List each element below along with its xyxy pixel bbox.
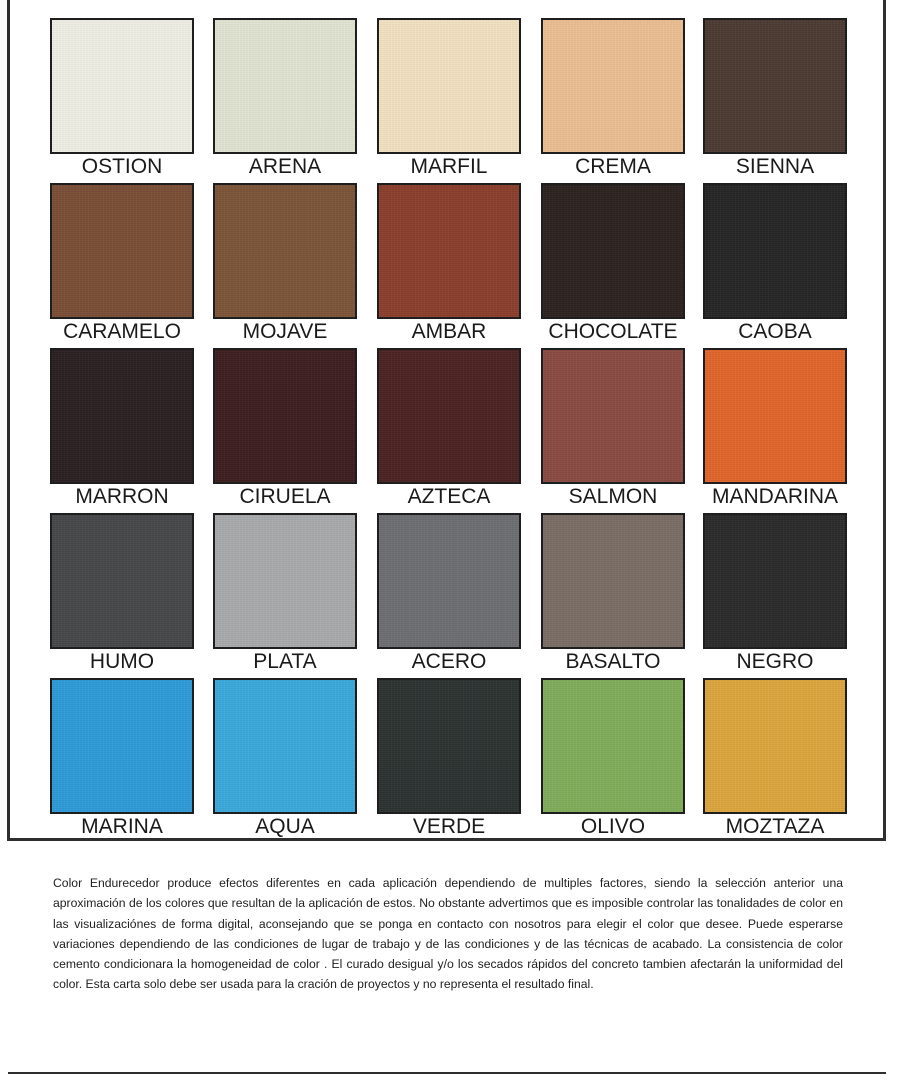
swatch-label: CIRUELA: [239, 485, 331, 508]
swatch-label: MARINA: [81, 815, 163, 838]
color-sample: [703, 678, 847, 814]
color-sample: [541, 678, 685, 814]
swatch-salmon: [541, 348, 705, 516]
swatch-caoba: [703, 183, 867, 351]
swatch-label: PLATA: [253, 650, 317, 673]
color-sample: [213, 183, 357, 319]
swatch-olivo: [541, 678, 705, 846]
color-sample: [50, 183, 194, 319]
swatch-acero: [377, 513, 541, 681]
swatch-label: NEGRO: [736, 650, 814, 673]
color-sample: [377, 18, 521, 154]
swatch-label: ACERO: [411, 650, 487, 673]
color-sample: [213, 18, 357, 154]
swatch-mojave: [213, 183, 377, 351]
swatch-label: SALMON: [568, 485, 658, 508]
disclaimer-text: Color Endurecedor produce efectos diferentes en cada aplicación dependiendo de multiples factores, siendo la selección anterior una aproximación de los colores que resultan de la aplicación de estos. No obstante advertimos que es imposible controlar las tonalidades de color en las visualizaciónes de forma digital, aconsejando que se ponga en contacto con nosotros para elegir el color que desee. Puede esperarse variaciones dependiendo de las condiciones de lugar de trabajo y de las condiciones y de las técnicas de acabado. La consistencia de color cemento condicionara la homogeneidad de color . El curado desigual y/o los secados rápidos del concreto tambien afectarán la uniformidad del color. Esta carta solo debe ser usada para la cración de proyectos y no representa el resultado final.: [53, 876, 843, 992]
swatch-label: MOZTAZA: [725, 815, 825, 838]
swatch-label: AZTECA: [407, 485, 491, 508]
swatch-label: CREMA: [575, 155, 651, 178]
swatch-ambar: [377, 183, 541, 351]
color-sample: [50, 18, 194, 154]
swatch-azteca: [377, 348, 541, 516]
swatch-label: CHOCOLATE: [548, 320, 678, 343]
color-sample: [377, 183, 521, 319]
swatch-label: ARENA: [248, 155, 322, 178]
color-sample: [541, 513, 685, 649]
bottom-divider: [8, 1072, 886, 1074]
color-sample: [377, 348, 521, 484]
color-sample: [703, 18, 847, 154]
swatch-mandarina: [703, 348, 867, 516]
swatch-crema: [541, 18, 705, 186]
color-sample: [377, 513, 521, 649]
color-sample: [703, 348, 847, 484]
swatch-label: CARAMELO: [63, 320, 181, 343]
swatch-arena: [213, 18, 377, 186]
swatch-label: VERDE: [412, 815, 486, 838]
swatch-moztaza: [703, 678, 867, 846]
swatch-verde: [377, 678, 541, 846]
swatch-label: AQUA: [255, 815, 315, 838]
swatch-caramelo: [50, 183, 214, 351]
color-sample: [541, 183, 685, 319]
swatch-label: OSTION: [81, 155, 163, 178]
swatch-label: AMBAR: [411, 320, 487, 343]
color-sample: [213, 348, 357, 484]
swatch-label: MOJAVE: [242, 320, 328, 343]
color-sample: [213, 678, 357, 814]
swatch-label: MARRON: [75, 485, 169, 508]
swatch-aqua: [213, 678, 377, 846]
swatch-humo: [50, 513, 214, 681]
swatch-ostion: [50, 18, 214, 186]
swatch-label: SIENNA: [735, 155, 815, 178]
swatch-marfil: [377, 18, 541, 186]
swatch-label: MANDARINA: [711, 485, 838, 508]
swatch-label: CAOBA: [738, 320, 812, 343]
swatch-label: HUMO: [89, 650, 155, 673]
color-sample: [703, 513, 847, 649]
swatch-label: OLIVO: [580, 815, 646, 838]
swatch-marina: [50, 678, 214, 846]
color-sample: [703, 183, 847, 319]
swatch-sienna: [703, 18, 867, 186]
color-sample: [213, 513, 357, 649]
swatch-label: BASALTO: [565, 650, 661, 673]
swatch-basalto: [541, 513, 705, 681]
swatch-plata: [213, 513, 377, 681]
swatch-label: MARFIL: [410, 155, 488, 178]
color-sample: [541, 18, 685, 154]
color-sample: [50, 513, 194, 649]
color-sample: [541, 348, 685, 484]
swatch-marron: [50, 348, 214, 516]
swatch-chocolate: [541, 183, 705, 351]
swatch-ciruela: [213, 348, 377, 516]
swatch-negro: [703, 513, 867, 681]
color-sample: [377, 678, 521, 814]
color-sample: [50, 348, 194, 484]
color-sample: [50, 678, 194, 814]
